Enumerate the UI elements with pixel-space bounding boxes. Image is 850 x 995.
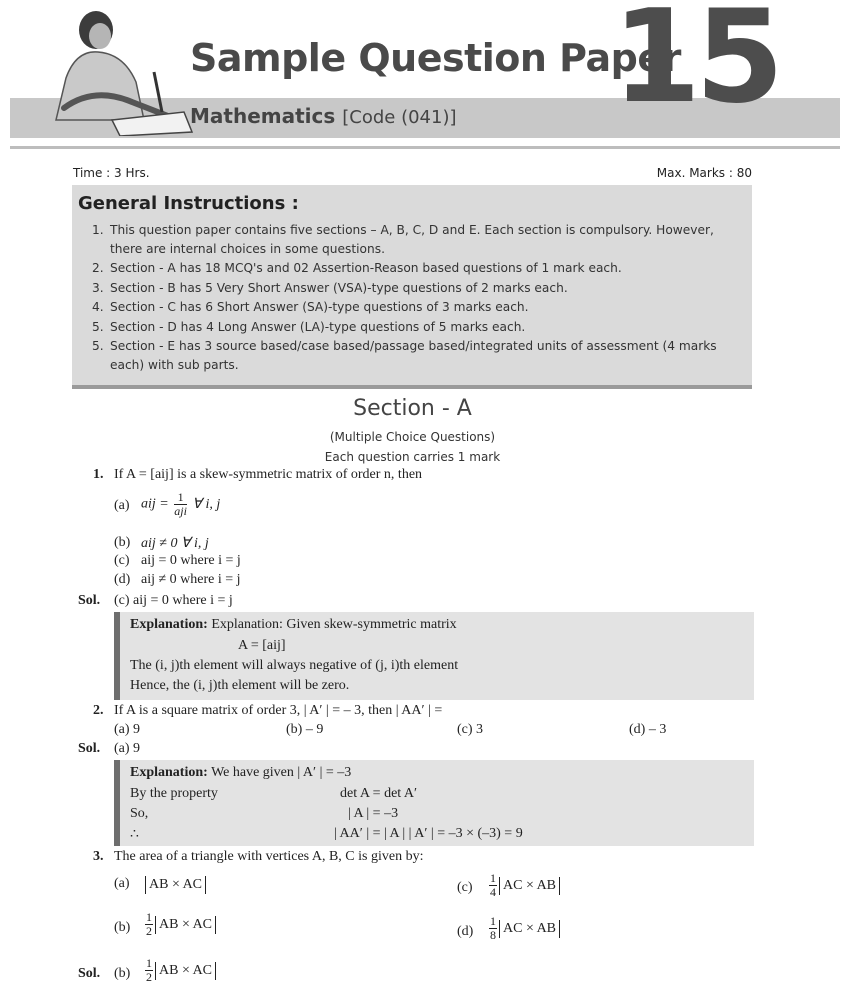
q2-solution: (a) 9 [114, 741, 141, 756]
q2-option-c: (c) 3 [457, 722, 484, 737]
q3-solution: $\frac{1}{2}$ AB × AC [143, 957, 216, 984]
q2-number: 2. [93, 703, 104, 718]
time-label: Time : 3 Hrs. [73, 166, 150, 180]
q1-expl-line-2: A = [aij] [238, 638, 286, 653]
q3-option-c: $\frac{1}{4}$ AC × AB [487, 872, 560, 899]
q3-option-d: $\frac{1}{8}$ AC × AB [487, 915, 560, 942]
q3-option-b: $\frac{1}{2}$ AB × AC [143, 911, 216, 938]
q2-expl-row-3-value: | AA′ | = | A | | A′ | = –3 × (–3) = 9 [334, 826, 523, 841]
q2-expl-row-2-value: | A | = –3 [348, 806, 399, 821]
q3-option-d-label: (d) [457, 924, 474, 939]
section-title: Section - A [353, 396, 472, 421]
q2-expl-row-1-value: det A = det A′ [340, 786, 418, 801]
list-item: 2. Section - A has 18 MCQ's and 02 Assertion-Reason based questions of 1 mark each. [92, 261, 622, 275]
q1-sol-label: Sol. [78, 593, 101, 608]
list-item: 5. Section - E has 3 source based/case based/passage based/integrated units of assessment (4 marks each) with sub parts. [92, 339, 717, 372]
q3-option-a: AB × AC [145, 876, 206, 894]
instructions-list [92, 221, 746, 375]
q3-text: The area of a triangle with vertices A, B, C is given by: [114, 849, 424, 864]
q2-option-d: (d) – 3 [629, 722, 667, 737]
q1-expl-line-3: The (i, j)th element will always negative of (j, i)th element [130, 658, 459, 673]
q1-expl-line-1: Explanation: Explanation: Given skew-symmetric matrix [130, 617, 457, 632]
q1-option-b-label: (b) [114, 535, 131, 550]
list-item: 5. Section - D has 4 Long Answer (LA)-type questions of 5 marks each. [92, 319, 526, 334]
q3-option-a-label: (a) [114, 876, 130, 891]
student-writing-illustration [36, 8, 196, 136]
section-note: Each question carries 1 mark [324, 450, 501, 464]
q1-text: If A = [aij] is a skew-symmetric matrix of order n, then [114, 467, 423, 482]
q2-expl-row-3-label: ∴ [130, 827, 139, 842]
subject-line [190, 104, 457, 128]
q1-solution: (c) aij = 0 where i = j [114, 593, 233, 608]
q2-option-a: (a) 9 [114, 722, 141, 737]
q1-option-c: aij = 0 where i = j [141, 553, 241, 568]
list-item: 4. Section - C has 6 Short Answer (SA)-type questions of 3 marks each. [92, 300, 529, 314]
q2-expl-line-1: Explanation: We have given | A′ | = –3 [130, 765, 352, 780]
q2-text: If A is a square matrix of order 3, | A′ | = – 3, then | AA′ | = [114, 703, 443, 718]
q3-number: 3. [93, 849, 104, 864]
q2-explanation-box [114, 760, 754, 846]
instructions-title: General Instructions : [78, 193, 299, 214]
paper-number: 15 [612, 0, 779, 132]
subject-code: [Code (041)] [342, 107, 457, 128]
q1-explanation-box [114, 612, 754, 700]
q3-option-c-label: (c) [457, 880, 473, 895]
q2-sol-label: Sol. [78, 741, 101, 756]
list-item: 1. This question paper contains five sections – A, B, C, D and E. Each section is compulsory. However, there are internal choices in some questions. [92, 223, 714, 256]
list-item: 3. Section - B has 5 Very Short Answer (VSA)-type questions of 2 marks each. [92, 280, 568, 295]
q1-expl-line-4: Hence, the (i, j)th element will be zero. [130, 678, 350, 693]
q1-option-c-label: (c) [114, 553, 130, 568]
q1-option-b: aij ≠ 0 ∀ i, j [141, 536, 209, 551]
max-marks-label: Max. Marks : 80 [656, 166, 752, 180]
header-rule [10, 146, 840, 149]
subject-name: Mathematics [190, 104, 336, 128]
general-instructions-box [72, 185, 752, 389]
q1-option-a: aij = $\frac{1}{\text{aji}}$ ∀ i, j [141, 490, 221, 518]
q2-expl-row-1-label: By the property [130, 786, 218, 801]
q3-sol-label: Sol. [78, 966, 101, 981]
q3-sol-option: (b) [114, 966, 131, 981]
q3-option-b-label: (b) [114, 920, 131, 935]
q2-expl-row-2-label: So, [130, 806, 149, 821]
paper-title: Sample Question Paper [190, 36, 681, 80]
q1-number: 1. [93, 467, 104, 482]
q1-option-a-label: (a) [114, 498, 130, 513]
q1-option-d: aij ≠ 0 where i = j [141, 572, 241, 587]
q2-option-b: (b) – 9 [286, 722, 324, 737]
q1-option-d-label: (d) [114, 572, 131, 587]
section-subtitle: (Multiple Choice Questions) [329, 430, 496, 444]
